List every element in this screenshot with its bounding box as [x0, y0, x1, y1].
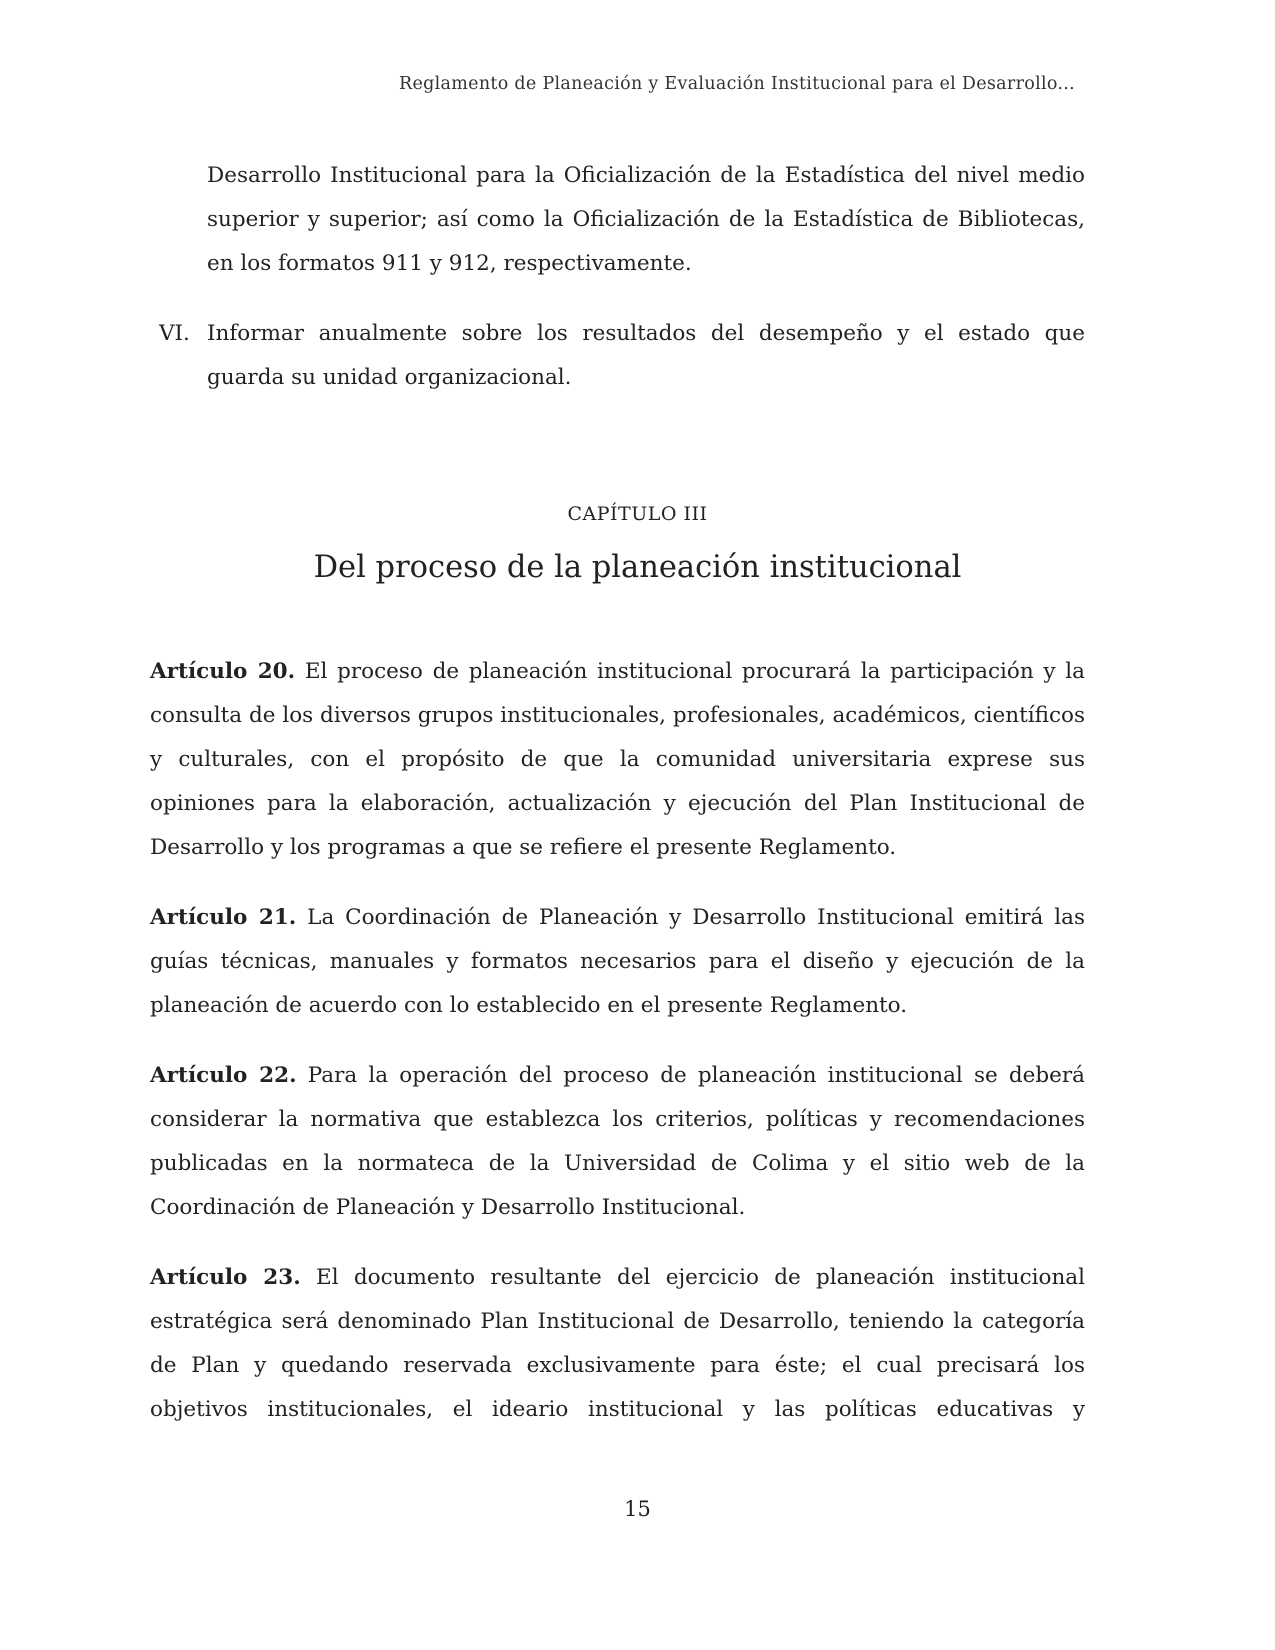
article-text: El documento resultante del ejercicio de planeación institucional estratégica será denominado Plan Institucional de Desarrollo, teniendo la categoría de Plan y quedando reservada exclusivamente para éste; el cual precisará los objetivos institucionales, el ideario institucional y las políticas educativas y	[150, 1265, 1085, 1422]
article-label: Artículo 20.	[150, 659, 296, 684]
list-item-number: VI.	[159, 321, 190, 346]
article-text: El proceso de planeación institucional procurará la participación y la consulta de los diversos grupos institucionales, profesionales, académicos, científicos y culturales, con el propósito de que la comunidad universitaria exprese sus opiniones para la elaboración, actualización y ejecución del Plan Institucional de Desarrollo y los programas a que se refiere el presente Reglamento.	[150, 659, 1085, 860]
article-23	[150, 1256, 1085, 1432]
article-text: Para la operación del proceso de planeación institucional se deberá considerar la normativa que establezca los criterios, políticas y recomendaciones publicadas en la normateca de la Universidad de Colima y el sitio web de la Coordinación de Planeación y Desarrollo Institucional.	[150, 1063, 1085, 1220]
article-22	[150, 1054, 1085, 1230]
running-header: Reglamento de Planeación y Evaluación Institucional para el Desarrollo...	[399, 74, 1075, 94]
article-text: La Coordinación de Planeación y Desarrollo Institucional emitirá las guías técnicas, manuales y formatos necesarios para el diseño y ejecución de la planeación de acuerdo con lo establecido en el presente Reglamento.	[150, 905, 1085, 1018]
articles-section	[150, 650, 1085, 1432]
article-label: Artículo 23.	[150, 1265, 301, 1290]
continuation-paragraph: Desarrollo Institucional para la Oficialización de la Estadística del nivel medio superior y superior; así como la Oficialización de la Estadística de Bibliotecas, en los formatos 911 y 912, respectivamente.	[207, 163, 1085, 276]
list-item-text: Informar anualmente sobre los resultados del desempeño y el estado que guarda su unidad organizacional.	[207, 321, 1085, 390]
article-label: Artículo 21.	[150, 905, 297, 930]
article-label: Artículo 22.	[150, 1063, 297, 1088]
chapter-title: Del proceso de la planeación institucional	[313, 550, 962, 585]
chapter-label: CAPÍTULO III	[567, 503, 708, 525]
article-20	[150, 650, 1085, 870]
list-item-vi	[148, 312, 1085, 400]
article-21	[150, 896, 1085, 1028]
page-number: 15	[624, 1497, 651, 1521]
